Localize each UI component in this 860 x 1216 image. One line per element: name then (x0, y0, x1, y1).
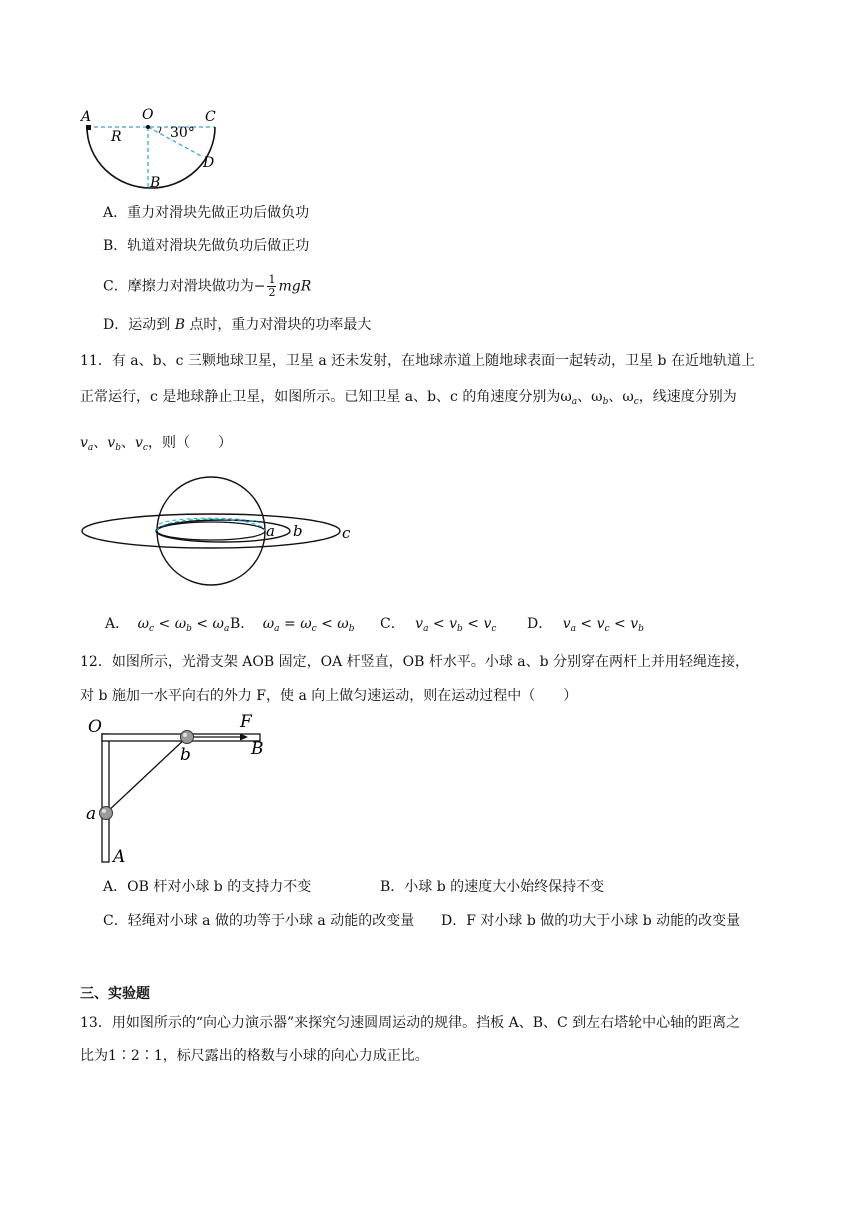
q11-option-b: B． $\omega_a = \omega_c < \omega_b$ (230, 616, 355, 634)
q12-label-B: B (251, 739, 264, 759)
q12-option-d: D．F 对小球 b 做的功大于小球 b 动能的改变量 (441, 913, 741, 929)
q11-stem-line2-rest: ，线速度分别为 (638, 389, 737, 405)
q10-option-c-numerator: 1 (268, 273, 276, 286)
q11-option-c-label: C． (380, 616, 405, 632)
q12-option-c: C．轻绳对小球 a 做的功等于小球 a 动能的改变量 (103, 913, 415, 929)
q12-option-a: A．OB 杆对小球 b 的支持力不变 (103, 879, 312, 895)
q10-semicircle-figure (75, 103, 235, 195)
q12-stem-line2: 对 b 施加一水平向右的外力 F，使 a 向上做匀速运动，则在运动过程中（ ） (80, 688, 578, 704)
q10-option-a: A．重力对滑块先做正功后做负功 (103, 205, 310, 221)
q10-label-O: O (142, 107, 154, 123)
q10-label-angle: 30° (170, 125, 195, 141)
q10-label-R: R (111, 129, 122, 145)
q12-label-a: a (86, 804, 97, 824)
q12-label-A: A (113, 847, 126, 867)
q10-option-c-suffix: mgR (278, 278, 312, 295)
q10-label-D: D (203, 155, 215, 171)
q12-option-b: B．小球 b 的速度大小始终保持不变 (380, 879, 605, 895)
q10-option-c-minus: − (253, 278, 266, 295)
q11-option-b-label: B． (230, 616, 255, 632)
q11-stem-line2-text: 正常运行，c 是地球静止卫星，如图所示。已知卫星 a、b、c 的角速度分别为ω (80, 389, 572, 405)
q11-option-a-label: A． (105, 616, 130, 632)
q10-option-d-suffix: 点时，重力对滑块的功率最大 (189, 317, 372, 333)
q11-satellite-orbits-figure (80, 476, 360, 596)
q10-option-c-prefix: C．摩擦力对滑块做功为 (103, 278, 254, 295)
q10-option-d (103, 315, 371, 335)
q10-option-d-prefix: D．运动到 (103, 317, 171, 333)
q11-stem-line1: 11．有 a、b、c 三颗地球卫星，卫星 a 还未发射，在地球赤道上随地球表面一起转动，卫星 b 在近地轨道上 (80, 353, 755, 369)
q11-stem-line3-end: ，则（ ） (147, 435, 232, 451)
q10-label-A: A (81, 109, 92, 125)
q10-option-c (103, 274, 311, 299)
q12-bracket-figure (80, 712, 280, 872)
q10-option-c-fraction (267, 274, 276, 299)
q12-label-b: b (180, 745, 191, 765)
q10-option-d-var: B (174, 317, 185, 333)
q12-label-O: O (88, 717, 102, 737)
q10-option-c-denominator: 2 (268, 286, 276, 299)
q11-option-a: A． $\omega_c < \omega_b < \omega_a$ (105, 616, 230, 634)
q10-option-b: B．轨道对滑块先做负功后做正功 (103, 238, 310, 254)
q11-stem-line2: 正常运行，c 是地球静止卫星，如图所示。已知卫星 a、b、c 的角速度分别为$\omega_a$、$\omega_b$、$\omega_c$，线速度分别为 (80, 389, 737, 407)
q11-option-c: C． $v_a < v_b < v_c$ (380, 616, 497, 634)
q11-stem-line3: $v_a$、$v_b$、$v_c$，则（ ） (80, 435, 232, 453)
q12-label-F: F (240, 712, 252, 732)
section-title-experiment: 三、实验题 (80, 986, 150, 1002)
q10-label-C: C (205, 109, 216, 125)
q10-label-B: B (150, 175, 161, 191)
q11-option-d-label: D． (527, 616, 553, 632)
q13-stem-line2: 比为1∶2∶1，标尺露出的格数与小球的向心力成正比。 (80, 1048, 429, 1064)
q12-stem-line1: 12．如图所示，光滑支架 AOB 固定，OA 杆竖直，OB 杆水平。小球 a、b 分别穿在两杆上并用轻绳连接， (80, 654, 750, 670)
q13-stem-line1: 13．用如图所示的“向心力演示器”来探究匀速圆周运动的规律。挡板 A、B、C 到左右塔轮中心轴的距离之 (80, 1015, 741, 1031)
q11-label-b: b (293, 522, 303, 540)
q11-option-d: D． $v_a < v_c < v_b$ (527, 616, 644, 634)
q11-label-c: c (342, 524, 351, 542)
q11-label-a: a (266, 522, 275, 540)
